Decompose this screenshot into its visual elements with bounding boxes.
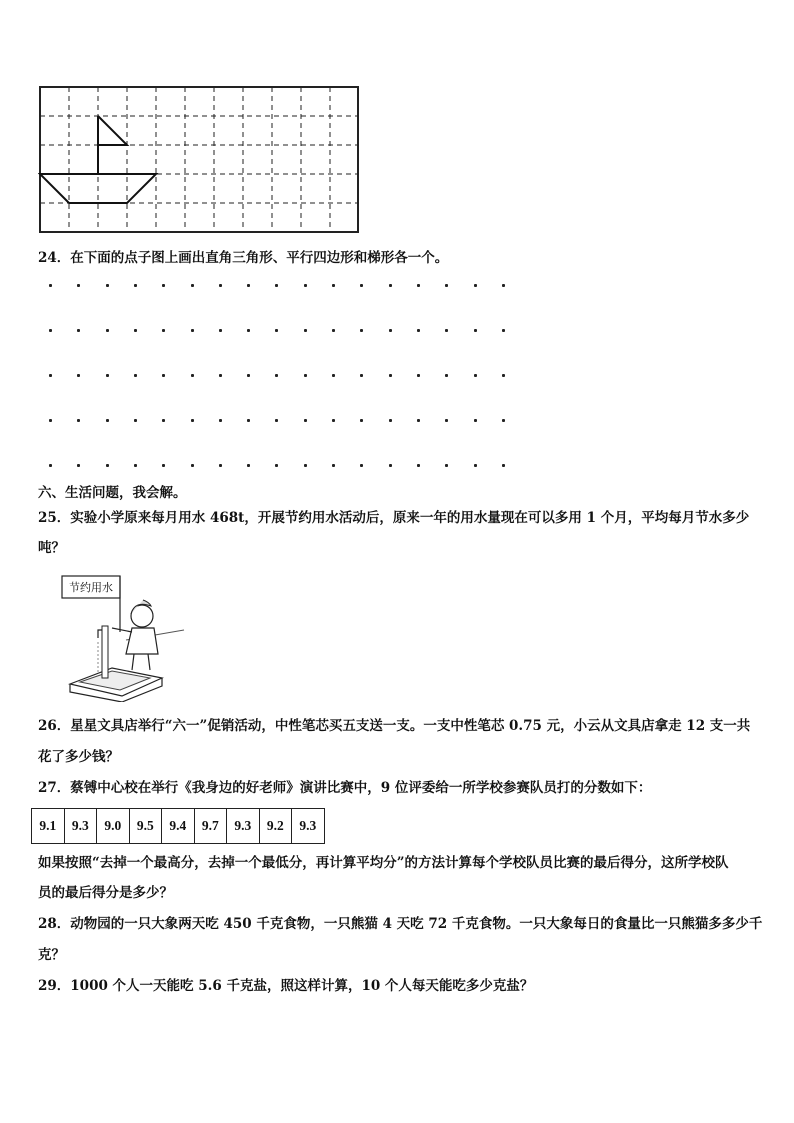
grid-dot <box>389 464 392 467</box>
grid-dot <box>332 374 335 377</box>
grid-dot <box>502 329 505 332</box>
grid-dot <box>49 374 52 377</box>
score-cell: 9.0 <box>97 809 130 844</box>
grid-dot <box>417 374 420 377</box>
grid-dot <box>360 284 363 287</box>
grid-dot <box>77 419 80 422</box>
grid-dot <box>247 284 250 287</box>
grid-dot <box>417 464 420 467</box>
question-26-line-2: 花了多少钱？ <box>38 749 119 765</box>
grid-dot <box>219 329 222 332</box>
grid-dot <box>389 419 392 422</box>
grid-dot <box>247 419 250 422</box>
grid-dot <box>275 464 278 467</box>
grid-dot <box>417 419 420 422</box>
grid-dot <box>106 329 109 332</box>
question-27-line-3: 员的最后得分是多少？ <box>38 885 173 901</box>
grid-dot <box>134 329 137 332</box>
grid-dot <box>360 419 363 422</box>
grid-dot <box>106 464 109 467</box>
grid-dot <box>49 329 52 332</box>
score-cell: 9.2 <box>259 809 292 844</box>
grid-dot <box>417 284 420 287</box>
grid-dot <box>332 284 335 287</box>
section-6-heading: 六、生活问题，我会解。 <box>38 485 187 501</box>
grid-dot <box>474 464 477 467</box>
grid-dot <box>275 284 278 287</box>
sailboat-grid-figure <box>38 86 362 234</box>
grid-dot <box>247 374 250 377</box>
grid-dot <box>191 464 194 467</box>
grid-dot <box>134 374 137 377</box>
grid-dot <box>49 464 52 467</box>
grid-dot <box>445 419 448 422</box>
score-cell: 9.3 <box>292 809 325 844</box>
grid-dot <box>445 284 448 287</box>
grid-dot <box>77 464 80 467</box>
water-saving-illustration <box>56 572 186 702</box>
grid-dot <box>134 419 137 422</box>
grid-dot <box>304 374 307 377</box>
grid-dot <box>389 284 392 287</box>
grid-dot <box>219 464 222 467</box>
grid-dot <box>162 284 165 287</box>
question-27-line-1: 27．蔡镈中心校在举行《我身边的好老师》演讲比赛中，9 位评委给一所学校参赛队员打的分数如下： <box>38 780 652 796</box>
score-cell: 9.7 <box>194 809 227 844</box>
score-cell: 9.5 <box>129 809 162 844</box>
score-cell: 9.3 <box>64 809 97 844</box>
grid-dot <box>304 284 307 287</box>
grid-dot <box>389 374 392 377</box>
grid-dot <box>162 419 165 422</box>
grid-dot <box>77 374 80 377</box>
grid-dot <box>275 374 278 377</box>
grid-dot <box>191 419 194 422</box>
grid-dot <box>474 329 477 332</box>
grid-dot <box>106 419 109 422</box>
grid-dot <box>360 464 363 467</box>
grid-dot <box>219 374 222 377</box>
score-cell: 9.1 <box>32 809 65 844</box>
grid-dot <box>332 329 335 332</box>
grid-dot <box>474 374 477 377</box>
grid-dot <box>49 419 52 422</box>
grid-dot <box>332 419 335 422</box>
grid-dot <box>360 374 363 377</box>
grid-dot <box>191 329 194 332</box>
grid-dot <box>77 284 80 287</box>
question-26-line-1: 26．星星文具店举行“六一”促销活动，中性笔芯买五支送一支。一支中性笔芯 0.75 元，小云从文具店拿走 12 支一共 <box>38 718 751 734</box>
question-25-line-2: 吨？ <box>38 540 65 556</box>
grid-dot <box>360 329 363 332</box>
grid-dot <box>389 329 392 332</box>
grid-dot <box>219 284 222 287</box>
score-table <box>31 808 325 844</box>
grid-dot <box>474 284 477 287</box>
grid-dot <box>502 464 505 467</box>
grid-dot <box>502 419 505 422</box>
grid-dot <box>502 374 505 377</box>
grid-dot <box>275 329 278 332</box>
grid-dot <box>134 284 137 287</box>
grid-dot <box>106 374 109 377</box>
question-29: 29．1000 个人一天能吃 5.6 千克盐，照这样计算，10 个人每天能吃多少克盐？ <box>38 978 534 994</box>
question-27-line-2: 如果按照“去掉一个最高分，去掉一个最低分，再计算平均分”的方法计算每个学校队员比赛的最后得分，这所学校队 <box>38 855 729 871</box>
question-24: 24．在下面的点子图上画出直角三角形、平行四边形和梯形各一个。 <box>38 250 449 266</box>
grid-dot <box>247 329 250 332</box>
grid-dot <box>162 329 165 332</box>
grid-dot <box>49 284 52 287</box>
grid-dot <box>134 464 137 467</box>
grid-dot <box>332 464 335 467</box>
question-28-line-1: 28．动物园的一只大象两天吃 450 千克食物，一只熊猫 4 天吃 72 千克食物。一只大象每日的食量比一只熊猫多多少千 <box>38 916 763 932</box>
score-cell: 9.4 <box>162 809 195 844</box>
grid-dot <box>275 419 278 422</box>
grid-dot <box>304 419 307 422</box>
question-28-line-2: 克？ <box>38 947 65 963</box>
grid-dot <box>162 374 165 377</box>
grid-dot <box>445 329 448 332</box>
grid-dot <box>304 329 307 332</box>
grid-dot <box>247 464 250 467</box>
grid-dot <box>191 284 194 287</box>
grid-dot <box>417 329 420 332</box>
sign-text: 节约用水 <box>69 581 113 594</box>
score-cell: 9.3 <box>227 809 260 844</box>
grid-dot <box>474 419 477 422</box>
grid-dot <box>445 464 448 467</box>
grid-dot <box>106 284 109 287</box>
grid-dot <box>77 329 80 332</box>
grid-dot <box>445 374 448 377</box>
grid-dot <box>191 374 194 377</box>
grid-dot <box>304 464 307 467</box>
grid-dot <box>219 419 222 422</box>
grid-dot <box>502 284 505 287</box>
grid-dot <box>162 464 165 467</box>
question-25-line-1: 25．实验小学原来每月用水 468t，开展节约用水活动后，原来一年的用水量现在可以多用 1 个月，平均每月节水多少 <box>38 510 750 526</box>
